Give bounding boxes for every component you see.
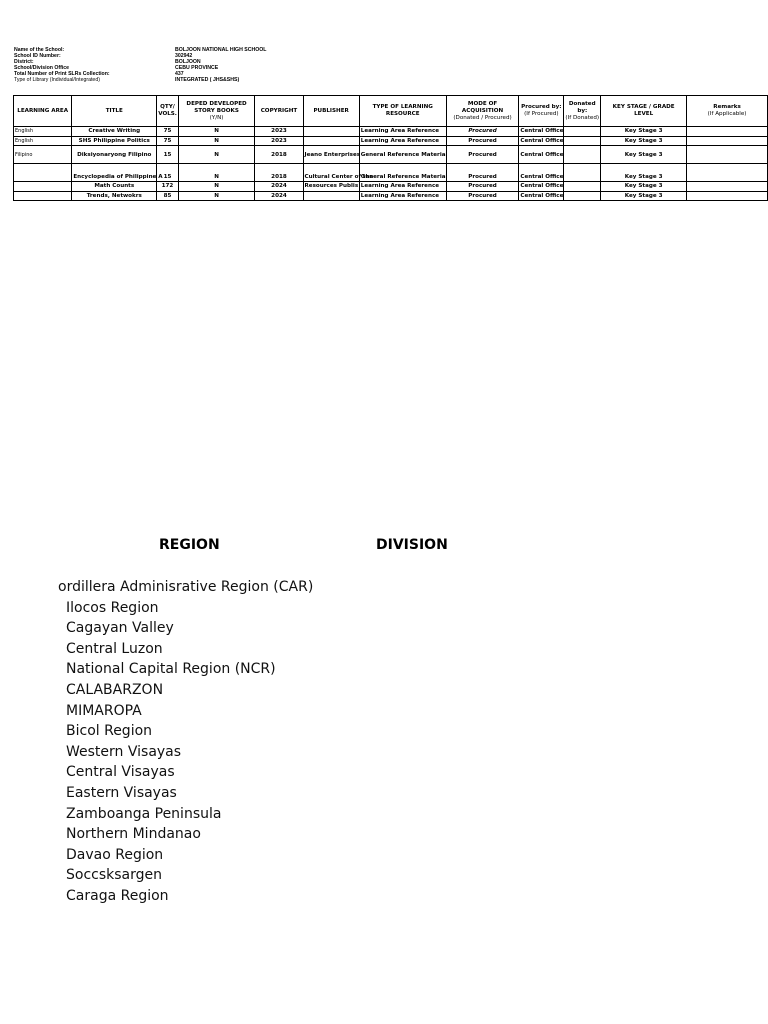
list-item: Cagayan Valley bbox=[66, 620, 174, 637]
cell-copyright: 2023 bbox=[255, 127, 303, 137]
cell-title: Math Counts bbox=[72, 182, 157, 192]
cell-title: Encyclopedia of Philippine A bbox=[72, 164, 157, 182]
list-item: Western Visayas bbox=[66, 743, 182, 760]
cell-mode: Procured bbox=[446, 164, 519, 182]
header-mode bbox=[446, 96, 519, 127]
cell-publisher: Cultural Center of the bbox=[303, 164, 359, 182]
list-item: Davao Region bbox=[66, 846, 164, 863]
cell-remarks bbox=[687, 146, 768, 164]
info-label: Name of the School: bbox=[14, 47, 65, 53]
header-remarks bbox=[687, 96, 768, 127]
cell-copyright: 2018 bbox=[255, 146, 303, 164]
info-row-library-type bbox=[14, 77, 266, 83]
list-item: National Capital Region (NCR) bbox=[66, 661, 276, 678]
cell-deped: N bbox=[178, 127, 255, 137]
list-item: Ilocos Region bbox=[66, 599, 159, 616]
header-donated-by-label: Donated by: bbox=[568, 100, 596, 114]
cell-type: Learning Area Reference bbox=[359, 191, 446, 201]
header-copyright: COPYRIGHT bbox=[255, 96, 303, 127]
info-label: School ID Number: bbox=[14, 53, 61, 60]
list-item: Central Luzon bbox=[66, 640, 163, 657]
header-type: TYPE OF LEARNING RESOURCE bbox=[359, 96, 446, 127]
list-item: Zamboanga Peninsula bbox=[66, 805, 222, 822]
header-mode-sub: (Donated / Procured) bbox=[453, 114, 512, 121]
cell-donated-by bbox=[564, 146, 601, 164]
cell-deped: N bbox=[178, 182, 255, 192]
cell-area: Filipino bbox=[14, 146, 72, 164]
cell-key-stage: Key Stage 3 bbox=[601, 191, 687, 201]
cell-key-stage: Key Stage 3 bbox=[601, 164, 687, 182]
info-label: District: bbox=[14, 59, 34, 66]
cell-qty: 75 bbox=[157, 127, 178, 137]
cell-remarks bbox=[687, 164, 768, 182]
cell-mode: Procured bbox=[446, 191, 519, 201]
table-row bbox=[14, 164, 768, 182]
cell-title: SHS Philippine Politics bbox=[72, 136, 157, 146]
cell-donated-by bbox=[564, 164, 601, 182]
cell-mode: Procured bbox=[446, 136, 519, 146]
table-header-row bbox=[14, 96, 768, 127]
cell-publisher bbox=[303, 127, 359, 137]
info-value: 437 bbox=[175, 71, 184, 78]
cell-area bbox=[14, 191, 72, 201]
info-value: INTEGRATED ( JHS&SHS) bbox=[175, 77, 240, 84]
table-row bbox=[14, 146, 768, 164]
header-procured-by bbox=[519, 96, 564, 127]
cell-remarks bbox=[687, 127, 768, 137]
header-deped bbox=[178, 96, 255, 127]
cell-qty: 75 bbox=[157, 136, 178, 146]
cell-copyright: 2023 bbox=[255, 136, 303, 146]
header-remarks-label: Remarks bbox=[713, 104, 741, 110]
cell-publisher bbox=[303, 191, 359, 201]
cell-type: Learning Area Reference bbox=[359, 182, 446, 192]
info-value: 302942 bbox=[175, 53, 193, 60]
cell-area bbox=[14, 164, 72, 182]
header-key-stage: KEY STAGE / GRADE LEVEL bbox=[601, 96, 687, 127]
cell-copyright: 2024 bbox=[255, 182, 303, 192]
cell-donated-by bbox=[564, 127, 601, 137]
cell-procured-by: Central Office bbox=[520, 137, 564, 144]
list-item: Caraga Region bbox=[66, 887, 169, 904]
division-header: DIVISION bbox=[376, 537, 448, 553]
header-remarks-sub: (If Applicable) bbox=[707, 111, 747, 117]
header-deped-sub: (Y/N) bbox=[209, 114, 224, 121]
header-title: TITLE bbox=[72, 96, 157, 127]
cell-mode: Procured bbox=[446, 146, 519, 164]
cell-title: Trends, Netwokrs bbox=[72, 191, 157, 201]
cell-deped: N bbox=[178, 164, 255, 182]
cell-title: Creative Writing bbox=[72, 127, 157, 137]
cell-key-stage: Key Stage 3 bbox=[601, 182, 687, 192]
cell-donated-by bbox=[564, 191, 601, 201]
cell-type: General Reference Material bbox=[359, 164, 446, 182]
cell-procured-by: Central Office bbox=[519, 146, 564, 164]
cell-procured-by: Central Office bbox=[520, 192, 564, 199]
cell-remarks bbox=[687, 182, 768, 192]
cell-publisher bbox=[303, 136, 359, 146]
cell-title: Diksiyonaryong Filipino bbox=[72, 146, 157, 164]
header-publisher: PUBLISHER bbox=[303, 96, 359, 127]
cell-publisher: Resources Publis bbox=[304, 183, 359, 190]
cell-qty: 15 bbox=[157, 146, 178, 164]
list-item: MIMAROPA bbox=[66, 702, 142, 719]
list-item: CALABARZON bbox=[66, 681, 164, 698]
cell-procured-by: Central Office bbox=[519, 164, 564, 182]
header-learning-area: LEARNING AREA bbox=[14, 96, 72, 127]
header-procured-by-label: Procured by: bbox=[521, 104, 562, 110]
cell-remarks bbox=[687, 136, 768, 146]
header-donated-by bbox=[564, 96, 601, 127]
cell-deped: N bbox=[178, 146, 255, 164]
list-item: Bicol Region bbox=[66, 723, 153, 740]
cell-donated-by bbox=[564, 136, 601, 146]
cell-key-stage: Key Stage 3 bbox=[601, 136, 687, 146]
inventory-table bbox=[13, 95, 768, 201]
school-info-block bbox=[14, 47, 266, 84]
table-row bbox=[14, 191, 768, 201]
cell-publisher: Jeano Enterprises bbox=[303, 146, 359, 164]
header-qty: QTY/ VOLS. bbox=[157, 96, 178, 127]
header-procured-by-sub: (If Procured) bbox=[524, 111, 559, 117]
cell-area: English bbox=[14, 136, 72, 146]
header-donated-by-sub: (If Donated) bbox=[565, 114, 600, 121]
cell-qty: 85 bbox=[157, 191, 178, 201]
cell-deped: N bbox=[178, 136, 255, 146]
info-label: School/Division Office bbox=[14, 65, 70, 72]
region-list bbox=[58, 577, 314, 907]
cell-qty: 172 bbox=[157, 182, 178, 192]
region-header: REGION bbox=[159, 537, 220, 553]
list-item: Soccsksargen bbox=[66, 867, 163, 884]
cell-copyright: 2024 bbox=[255, 191, 303, 201]
cell-qty: 15 bbox=[157, 164, 178, 182]
cell-mode: Procured bbox=[446, 127, 519, 137]
cell-deped: N bbox=[178, 191, 255, 201]
cell-procured-by: Central Office bbox=[520, 183, 564, 190]
header-deped-label: DEPED DEVELOPED STORY BOOKS bbox=[186, 100, 247, 114]
table-row bbox=[14, 127, 768, 137]
cell-type: General Reference Material bbox=[359, 146, 446, 164]
list-item: Northern Mindanao bbox=[66, 826, 201, 843]
info-label: Total Number of Print SLRs Collection: bbox=[14, 71, 110, 78]
info-value: BOLJOON NATIONAL HIGH SCHOOL bbox=[175, 47, 267, 53]
table-row bbox=[14, 136, 768, 146]
cell-remarks bbox=[687, 191, 768, 201]
info-value: BOLJOON bbox=[175, 59, 201, 66]
cell-donated-by bbox=[564, 182, 601, 192]
list-item: Central Visayas bbox=[66, 764, 175, 781]
cell-copyright: 2018 bbox=[255, 164, 303, 182]
cell-mode: Procured bbox=[446, 182, 519, 192]
cell-type: Learning Area Reference bbox=[359, 136, 446, 146]
cell-type: Learning Area Reference bbox=[359, 127, 446, 137]
header-mode-label: MODE OF ACQUISITION bbox=[461, 100, 504, 114]
cell-area: English bbox=[14, 127, 72, 137]
info-value: CEBU PROVINCE bbox=[175, 65, 219, 72]
cell-key-stage: Key Stage 3 bbox=[601, 146, 687, 164]
cell-area bbox=[14, 182, 72, 192]
table-row bbox=[14, 182, 768, 192]
cell-key-stage: Key Stage 3 bbox=[601, 127, 687, 137]
info-label: Type of Library (Individual/Integrated) bbox=[14, 77, 100, 84]
cell-procured-by: Central Office bbox=[520, 128, 564, 135]
list-item: Eastern Visayas bbox=[66, 784, 177, 801]
list-item: ordillera Adminisrative Region (CAR) bbox=[58, 579, 314, 595]
